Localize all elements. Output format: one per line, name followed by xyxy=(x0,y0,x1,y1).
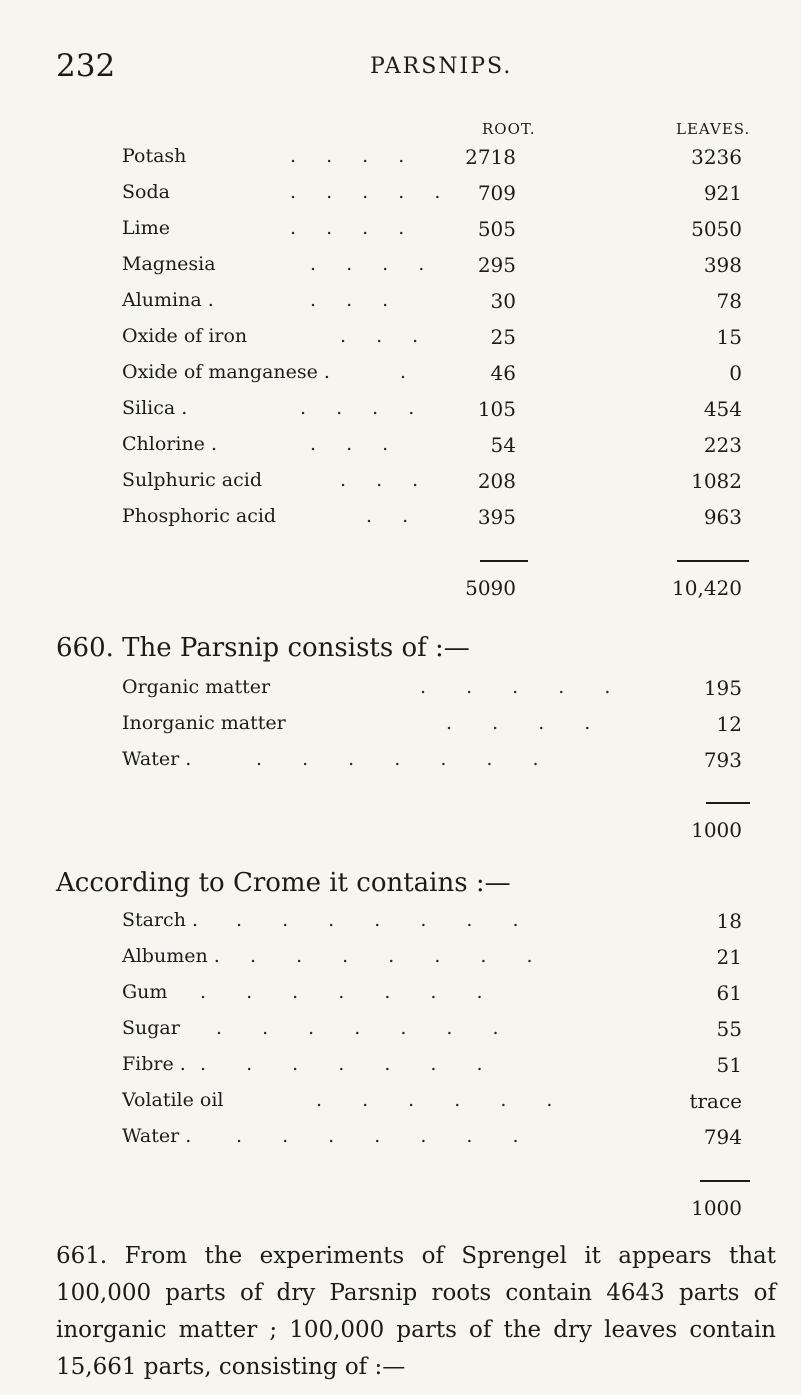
leaves-value: 5050 xyxy=(691,217,742,241)
row-label: Sulphuric acid xyxy=(122,469,263,491)
row-label: Inorganic matter xyxy=(122,712,286,734)
column-header-root: ROOT. xyxy=(482,120,536,138)
total-rule xyxy=(677,560,749,562)
leaves-value: 78 xyxy=(716,289,742,313)
row-value: 51 xyxy=(716,1053,742,1077)
root-value: 709 xyxy=(477,181,516,205)
row-value: trace xyxy=(689,1089,742,1113)
total-rule xyxy=(700,1180,750,1182)
row-label: Alumina . xyxy=(122,289,214,311)
row-label: Lime xyxy=(122,217,170,239)
row-value: 794 xyxy=(703,1125,742,1149)
row-label: Magnesia xyxy=(122,253,216,275)
root-value: 25 xyxy=(490,325,516,349)
column-header-leaves: LEAVES. xyxy=(676,120,751,138)
row-label: Organic matter xyxy=(122,676,271,698)
row-value: 12 xyxy=(716,712,742,736)
row-label: Phosphoric acid xyxy=(122,505,277,527)
row-label: Soda xyxy=(122,181,170,203)
row-value: 793 xyxy=(703,748,742,772)
row-label: Albumen . xyxy=(122,945,220,967)
leaves-value: 1082 xyxy=(691,469,742,493)
root-total: 5090 xyxy=(465,576,516,600)
row-label: Chlorine . xyxy=(122,433,218,455)
composition-total: 1000 xyxy=(691,818,742,842)
row-label: Sugar xyxy=(122,1017,180,1039)
leaves-value: 454 xyxy=(703,397,742,421)
page-number: 232 xyxy=(56,48,116,84)
root-value: 505 xyxy=(477,217,516,241)
root-value: 295 xyxy=(477,253,516,277)
row-label: Water . xyxy=(122,748,192,770)
leaves-value: 398 xyxy=(703,253,742,277)
row-label: Starch . xyxy=(122,909,199,931)
row-label: Water . xyxy=(122,1125,192,1147)
crome-heading: According to Crome it contains :— xyxy=(56,868,511,898)
leaves-value: 223 xyxy=(703,433,742,457)
total-rule xyxy=(706,802,750,804)
row-value: 18 xyxy=(716,909,742,933)
row-value: 21 xyxy=(716,945,742,969)
leaves-value: 0 xyxy=(729,361,742,385)
row-label: Silica . xyxy=(122,397,188,419)
row-label: Potash xyxy=(122,145,187,167)
root-value: 395 xyxy=(477,505,516,529)
row-label: Oxide of iron xyxy=(122,325,248,347)
paragraph-661: 661. From the experiments of Sprengel it appears that 100,000 parts of dry Parsnip roots contain 4643 parts of inorganic matter ; 100,000 parts of the dry leaves contain 15,661 parts, consisting of :— xyxy=(56,1243,776,1380)
crome-total: 1000 xyxy=(691,1196,742,1220)
root-value: 46 xyxy=(490,361,516,385)
leaves-value: 15 xyxy=(716,325,742,349)
leaves-value: 3236 xyxy=(691,145,742,169)
row-label: Volatile oil xyxy=(122,1089,224,1111)
total-rule xyxy=(480,560,528,562)
row-value: 195 xyxy=(703,676,742,700)
leaves-value: 963 xyxy=(703,505,742,529)
root-value: 30 xyxy=(490,289,516,313)
section-heading-660: 660. The Parsnip consists of :— xyxy=(56,633,470,663)
root-value: 208 xyxy=(477,469,516,493)
leaves-value: 921 xyxy=(703,181,742,205)
running-head: PARSNIPS. xyxy=(370,54,513,79)
root-value: 54 xyxy=(490,433,516,457)
root-value: 105 xyxy=(477,397,516,421)
row-label: Fibre . xyxy=(122,1053,186,1075)
row-label: Gum xyxy=(122,981,168,1003)
row-value: 61 xyxy=(716,981,742,1005)
row-label: Oxide of manganese . xyxy=(122,361,330,383)
row-value: 55 xyxy=(716,1017,742,1041)
leaves-total: 10,420 xyxy=(672,576,742,600)
root-value: 2718 xyxy=(465,145,516,169)
